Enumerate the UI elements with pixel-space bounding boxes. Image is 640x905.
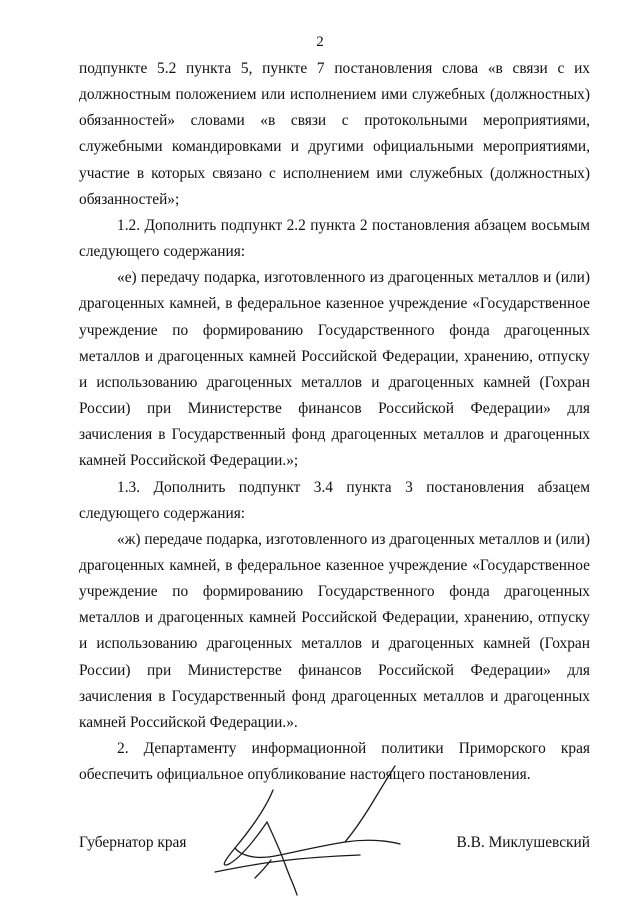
paragraph-2: 2. Департаменту информационной политики Приморского края обеспечить официальное опубликование настоящего постановления. <box>79 740 590 784</box>
signature-stroke <box>235 840 400 857</box>
paragraph-quote-zh: «ж) передаче подарка, изготовленного из драгоценных металлов и (или) драгоценных камней, в федеральное казенное учреждение «Государственное учреждение по формированию Государственного фонда драгоценных металлов и драгоценных камней Российской Федерации, хранению, отпуску и использованию драгоценных металлов и драгоценных камней (Гохран России) при Министерстве финансов Российской Федерации» для зачисления в Государственный фонд драгоценных металлов и драгоценных камней Российской Федерации.». <box>79 530 590 731</box>
paragraph-1-3: 1.3. Дополнить подпункт 3.4 пункта 3 постановления абзацем следующего содержания: <box>79 478 590 522</box>
paragraph-1-2: 1.2. Дополнить подпункт 2.2 пункта 2 постановления абзацем восьмым следующего содержания: <box>79 216 590 261</box>
page-number: 2 <box>316 34 324 50</box>
signature-stroke <box>345 766 395 842</box>
paragraph-quote-e: «е) передачу подарка, изготовленного из драгоценных металлов и (или) драгоценных камней, в федеральное казенное учреждение «Государственное учреждение по формированию Государственного фонда драгоценных металлов и драгоценных камней Российской Федерации, хранению, отпуску и использованию драгоценных металлов и драгоценных камней (Гохран России) при Министерстве финансов Российской Федерации» для зачисления в Государственный фонд драгоценных металлов и драгоценных камней Российской Федерации.»; <box>79 269 590 470</box>
signer-title: Губернатор края <box>79 834 187 851</box>
handwritten-signature <box>195 760 425 900</box>
signer-name: В.В. Миклушевский <box>456 834 590 851</box>
signature-stroke <box>224 790 273 865</box>
signature-stroke <box>267 822 297 895</box>
paragraph-continuation: подпункте 5.2 пункта 5, пункте 7 постановления слова «в связи с их должностным положением или исполнением ими служебных (должностных) обязанностей» словами «в связи с протокольными мероприятиями, служебными командировками и другими официальными мероприятиями, участие в которых связано с исполнением ими служебных (должностных) обязанностей»; <box>79 60 590 208</box>
document-body <box>79 56 590 788</box>
